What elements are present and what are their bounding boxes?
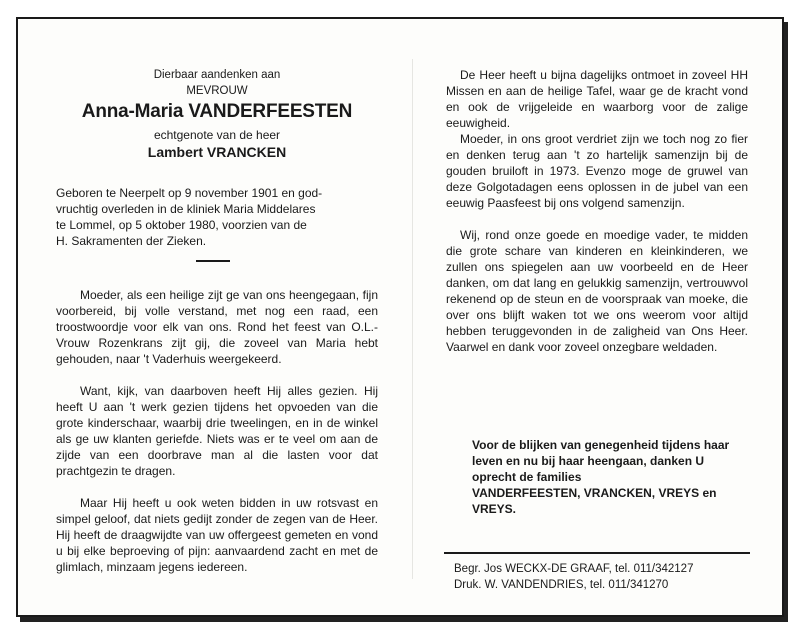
- fold-line: [412, 59, 413, 579]
- paragraph-family: Wij, rond onze goede en moedige vader, te midden die grote schare van kinderen en kleinkinderen, we zullen ons spiegelen aan uw voorbeeld en de Heer danken, om dat lang en gelukkig samenzijn, vertrouwvol rekenend op de steun en de voorspraak van moeke, die over ons blijft waken tot we ons weerom voor altijd hebben teruggevonden in de zaligheid van Ons Heer. Vaarwel en dank voor zoveel onzegbare weldaden.: [446, 228, 748, 354]
- paragraph-faith: Maar Hij heeft u ook weten bidden in uw rotsvast en simpel geloof, dat niets gedijt zonder de zegen van de Heer. Hij heeft de draagwijdte van uw offergeest gemeten en vond u bij elke beproeving of pijn: aanvaardend zacht en met de glimlach, minzaam jegens iedereen.: [56, 496, 378, 574]
- paragraph-farewell: Moeder, als een heilige zijt ge van ons heengegaan, fijn voorbereid, bij volle verstand, met nog een raad, een troostwoordje voor elk van ons. Rond het feest van O.L.-Vrouw Rozenkrans zijt gij, die zoveel van Maria hebt gehouden, naar 't Vaderhuis weergekeerd.: [56, 288, 378, 366]
- thanks-line: VREYS.: [472, 502, 517, 516]
- funeral-director: Begr. Jos WECKX-DE GRAAF, tel. 011/342127: [454, 563, 694, 575]
- paragraph-mass: De Heer heeft u bijna dagelijks ontmoet in zoveel HH Missen en aan de heilige Tafel, waar ge de kracht vond en ook de vrijgeleide en waarborg voor de zalige eeuwigheid.: [446, 68, 748, 130]
- paragraph-work: Want, kijk, van daarboven heeft Hij alles gezien. Hij heeft U aan 't werk gezien tijdens het opvoeden van die grote kinderschaar, waarbij drie tweelingen, en in de winkel als ge uw klanten geriefde. Niets was er te veel om aan de zijde van een doorbrave man al die lasten voor dat prachtgezin te dragen.: [56, 384, 378, 478]
- bio-line: H. Sakramenten der Zieken.: [56, 234, 207, 248]
- footer-rule: [444, 552, 750, 554]
- bio-line: te Lommel, op 5 oktober 1980, voorzien van de: [56, 218, 307, 232]
- thanks-line: VANDERFEESTEN, VRANCKEN, VREYS en: [472, 486, 717, 500]
- husband-name: Lambert VRANCKEN: [147, 144, 287, 160]
- intro-line: Dierbaar aandenken aan: [153, 69, 281, 81]
- thanks-line: leven en nu bij haar heengaan, danken U: [472, 454, 705, 468]
- deceased-name: Anna-Maria VANDERFEESTEN: [81, 101, 353, 122]
- bio-line: vruchtig overleden in de kliniek Maria Middelares: [56, 202, 316, 216]
- printer-credit: Druk. W. VANDENDRIES, tel. 011/341270: [454, 579, 669, 591]
- thanks-line: oprecht de families: [472, 470, 582, 484]
- memorial-card: [16, 17, 784, 617]
- relation-line: echtgenote van de heer: [153, 128, 281, 142]
- title-line: MEVROUW: [186, 85, 248, 97]
- divider-rule: [196, 260, 230, 262]
- thanks-line: Voor de blijken van genegenheid tijdens haar: [472, 438, 730, 452]
- bio-line: Geboren te Neerpelt op 9 november 1901 en god-: [56, 186, 323, 200]
- paragraph-wedding: Moeder, in ons groot verdriet zijn we toch nog zo fier en denken terug aan 't zo hartelijk samenzijn bij de gouden bruiloft in 1973. Evenzo moge de gruwel van deze Golgotadagen eens oplossen in de jubel van een eeuwig Paasfeest bij ons volgend samenzijn.: [446, 132, 748, 210]
